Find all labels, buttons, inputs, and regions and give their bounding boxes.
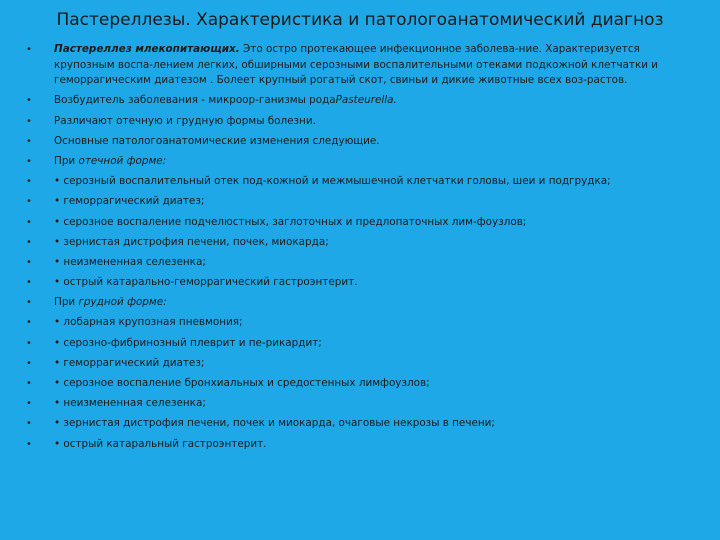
list-item bbox=[26, 42, 702, 89]
bullet-icon: • bbox=[26, 216, 32, 228]
item-text: • серозно-фибринозный плеврит и пе-рикардит; bbox=[54, 336, 322, 349]
slide-title: Пастереллезы. Характеристика и патологоанатомический диагноз bbox=[56, 10, 664, 30]
list-item bbox=[26, 437, 702, 453]
bullet-icon: • bbox=[26, 236, 32, 248]
list-item bbox=[26, 255, 702, 271]
item-term: Пастереллез млекопитающих. bbox=[54, 43, 240, 55]
list-item bbox=[26, 235, 702, 251]
item-text: • острый катаральный гастроэнтерит. bbox=[54, 437, 267, 450]
list-item bbox=[26, 275, 702, 291]
list-item bbox=[26, 154, 702, 170]
bullet-icon: • bbox=[26, 135, 32, 147]
list-item bbox=[26, 376, 702, 392]
item-text: • геморрагический диатез; bbox=[54, 195, 205, 208]
list-item bbox=[26, 295, 702, 311]
bullet-icon: • bbox=[26, 418, 32, 430]
list-item bbox=[26, 396, 702, 412]
list-item bbox=[26, 93, 702, 109]
list-item bbox=[26, 174, 702, 190]
bullet-icon: • bbox=[26, 337, 32, 349]
item-text: • лобарная крупозная пневмония; bbox=[54, 316, 243, 329]
item-text: • серозное воспаление подчелюстных, заглоточных и предлопаточных лим-фоузлов; bbox=[54, 215, 527, 228]
bullet-icon: • bbox=[26, 357, 32, 369]
item-text: • острый катарально-геморрагический гастроэнтерит. bbox=[54, 276, 358, 289]
bullet-icon: • bbox=[26, 44, 32, 55]
list-item bbox=[26, 336, 702, 352]
bullet-icon: • bbox=[26, 155, 32, 167]
item-text: • геморрагический диатез; bbox=[54, 356, 205, 369]
bullet-icon: • bbox=[26, 378, 32, 389]
item-text: При bbox=[54, 154, 79, 167]
item-text: Различают отечную и грудную формы болезни. bbox=[54, 114, 316, 127]
item-text: • зернистая дистрофия печени, почек, миокарда; bbox=[54, 235, 329, 248]
list-item bbox=[26, 416, 702, 432]
item-text: Основные патологоанатомические изменения следующие. bbox=[54, 134, 380, 147]
item-text: При bbox=[54, 296, 79, 309]
bullet-icon: • bbox=[26, 398, 32, 410]
item-text: Это остро протекающее инфекционное заболева-ние. Характеризуется крупозным воспа-лением легких, обширными серозными воспалительными отеками подкожной клетчатки и геморрагическим диатезом . Болеет крупный рогатый скот, свиньи и дикие животные всех воз-растов. bbox=[54, 43, 659, 87]
list-item bbox=[26, 134, 702, 150]
list-item bbox=[26, 215, 702, 231]
bullet-icon: • bbox=[26, 297, 32, 309]
item-text: • серозный воспалительный отек под-кожной и межмышечной клетчатки головы, шеи и подгрудка; bbox=[54, 175, 611, 188]
item-emphasis: Pasteurella. bbox=[335, 94, 397, 107]
bullet-list bbox=[26, 42, 702, 457]
bullet-icon: • bbox=[26, 438, 32, 450]
bullet-icon: • bbox=[26, 277, 32, 289]
item-emphasis: грудной форме: bbox=[78, 296, 167, 309]
list-item bbox=[26, 114, 702, 130]
bullet-icon: • bbox=[26, 176, 32, 188]
bullet-icon: • bbox=[26, 317, 32, 329]
bullet-icon: • bbox=[26, 115, 32, 127]
item-emphasis: отечной форме: bbox=[78, 154, 167, 167]
list-item bbox=[26, 315, 702, 331]
item-text: • серозное воспаление бронхиальных и средостенных лимфоузлов; bbox=[54, 377, 430, 389]
item-text: • зернистая дистрофия печени, почек и миокарда, очаговые некрозы в печени; bbox=[54, 417, 495, 430]
list-item bbox=[26, 356, 702, 372]
item-text: • неизмененная селезенка; bbox=[54, 255, 206, 268]
item-text: • неизмененная селезенка; bbox=[54, 397, 206, 410]
bullet-icon: • bbox=[26, 256, 32, 268]
bullet-icon: • bbox=[26, 95, 32, 107]
item-text: Возбудитель заболевания - микроор-ганизмы рода bbox=[54, 94, 336, 107]
bullet-icon: • bbox=[26, 196, 32, 208]
list-item bbox=[26, 194, 702, 210]
